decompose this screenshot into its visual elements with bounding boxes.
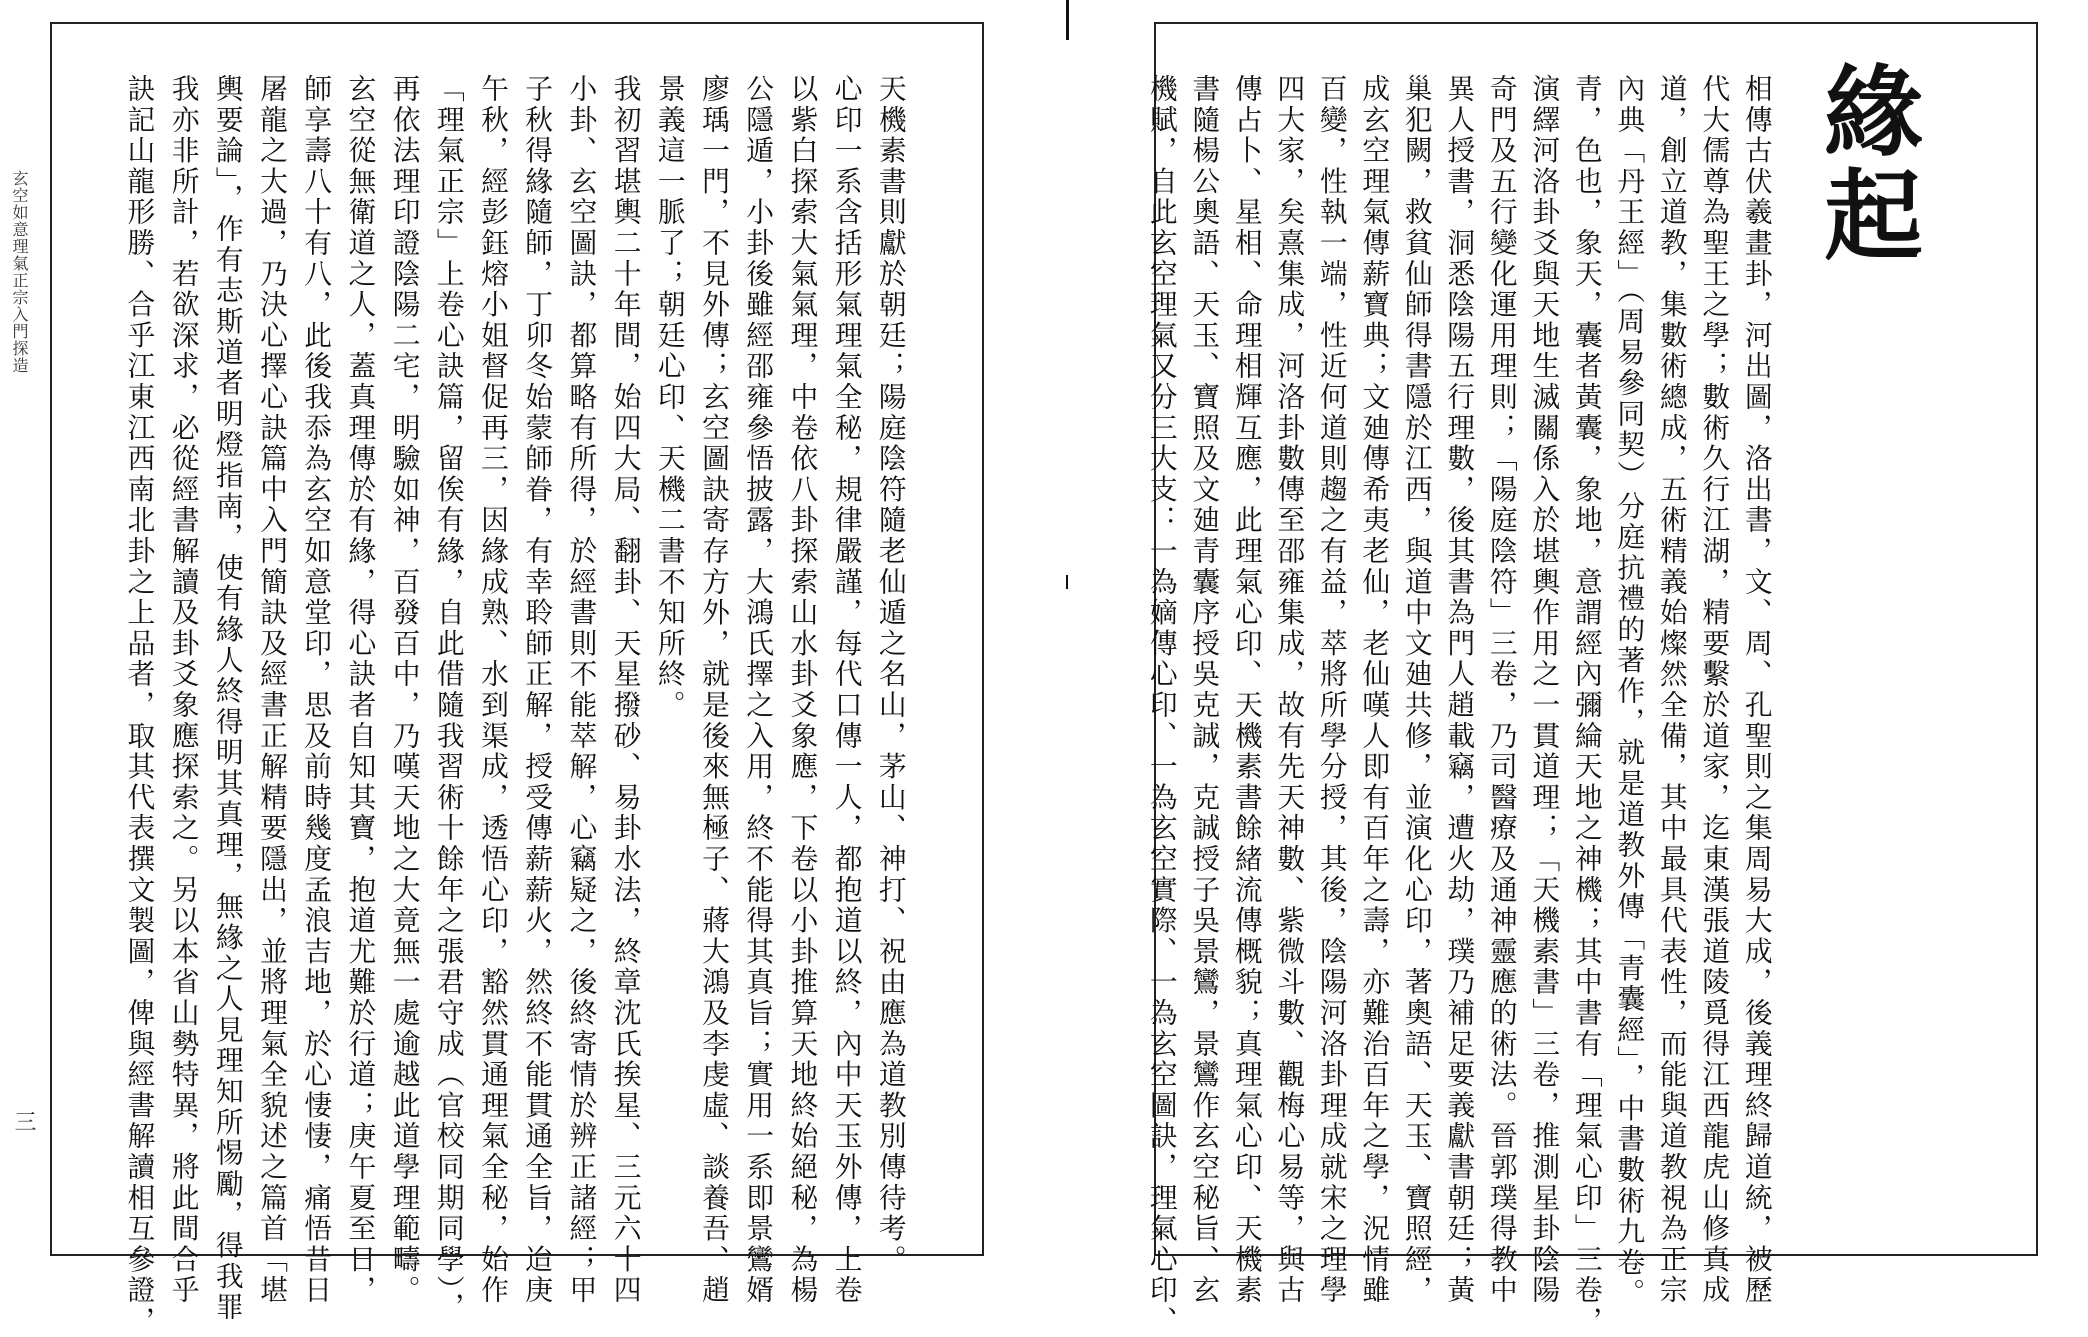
text-column: 小卦、玄空圖訣，都算略有所得，於經書則不能萃解，心竊疑之，後終寄情於辨正諸經；甲 bbox=[564, 74, 598, 1306]
text-column: 公隱遁，小卦後雖經邵雍參悟披露，大鴻氏擇之入用，終不能得其真旨；實用一系即景鸞婿 bbox=[741, 74, 775, 1306]
page-number: 三 bbox=[11, 1110, 36, 1132]
text-column: 四大家，矣熹集成，河洛卦數傳至邵雍集成，故有先天神數、紫微斗數、觀梅心易等，與古 bbox=[1272, 74, 1306, 1306]
text-column: 我亦非所計，若欲深求，必從經書解讀及卦爻象應探索之。另以本省山勢特異，將此間合乎 bbox=[166, 74, 200, 1306]
text-column: 訣記山龍形勝、合乎江東江西南北卦之上品者，取其代表撰文製圖，俾與經書解讀相互參證， bbox=[122, 74, 156, 1337]
text-column: 屠龍之大過，乃決心擇心訣篇中入門簡訣及經書正解精要隱出，並將理氣全貌述之篇首「堪 bbox=[254, 74, 288, 1306]
text-column: 演繹河洛卦爻與天地生滅關係入於堪輿作用之一貫道理；「天機素書」三卷，推測星卦陰陽 bbox=[1527, 74, 1561, 1306]
text-column: 奇門及五行變化運用理則；「陽庭陰符」三卷，乃司醫療及通神靈應的術法。晉郭璞得教中 bbox=[1484, 74, 1518, 1306]
text-column: 巢犯闕，救貧仙師得書隱於江西，與道中文廸共修，並演化心印，著奧語、天玉、寶照經， bbox=[1399, 74, 1433, 1306]
text-column: 景義這一脈了；朝廷心印、天機二書不知所終。 bbox=[652, 74, 686, 721]
running-header: 玄空如意理氣正宗入門探造 bbox=[10, 170, 29, 374]
text-column: 「理氣正宗」上卷心訣篇，留俟有緣，自此借隨我習術十餘年之張君守成（官校同期同學）， bbox=[431, 74, 465, 1323]
text-column: 書隨楊公奧語、天玉、寶照及文廸青囊序授吳克誠，克誠授子吳景鸞，景鸞作玄空秘旨、玄 bbox=[1187, 74, 1221, 1306]
text-column: 我初習堪輿二十年間，始四大局、翻卦、天星撥砂、易卦水法，終章沈氏挨星、三元六十四 bbox=[608, 74, 642, 1306]
text-column: 青，色也，象天，囊者黃囊，象地，意謂經內彌綸天地之神機；其中書有「理氣心印」三卷， bbox=[1569, 74, 1603, 1337]
text-column: 師享壽八十有八，此後我忝為玄空如意堂印，思及前時幾度孟浪吉地，於心悽悽，痛悟昔日 bbox=[299, 74, 333, 1306]
text-column: 天機素書則獻於朝廷；陽庭陰符隨老仙遁之名山，茅山、神打、祝由應為道教別傳待考。 bbox=[873, 74, 907, 1276]
text-column: 輿要論」，作有志斯道者明燈指南，使有緣人終得明其真理，無緣之人見理知所惕勵，得我罪 bbox=[210, 74, 244, 1323]
text-column: 玄空從無衛道之人，蓋真理傳於有緣，得心訣者自知其寶，抱道尤難於行道；庚午夏至日， bbox=[343, 74, 377, 1306]
text-column: 相傳古伏羲畫卦，河出圖，洛出書，文、周、孔聖則之集周易大成，後義理終歸道統，被歷 bbox=[1739, 74, 1773, 1306]
text-column: 以紫白探索大氣氣理，中卷依八卦探索山水卦爻象應，下卷以小卦推算天地終始絕秘，為楊 bbox=[785, 74, 819, 1306]
text-column: 內典「丹王經」（周易參同契）分庭抗禮的著作，就是道教外傳「青囊經」，中書數術九卷。 bbox=[1612, 74, 1646, 1309]
text-column: 再依法理印證陰陽二宅，明驗如神，百發百中，乃嘆天地之大竟無一處逾越此道學理範疇。 bbox=[387, 74, 421, 1306]
text-column: 廖瑀一門，不見外傳；玄空圖訣寄存方外，就是後來無極子、蔣大鴻及李虔虛、談養吾、趙 bbox=[696, 74, 730, 1306]
text-column: 傳占卜、星相、命理相輝互應，此理氣心印、天機素書餘緒流傳概貌；真理氣心印、天機素 bbox=[1229, 74, 1263, 1306]
right-page bbox=[1044, 0, 2088, 1337]
text-column: 午秋，經彭鈺熔小姐督促再三，因緣成熟、水到渠成，透悟心印，豁然貫通理氣全秘，始作 bbox=[475, 74, 509, 1306]
chapter-heading: 緣起 bbox=[1808, 60, 1923, 268]
text-column: 百變，性執一端，性近何道則趨之有益，萃將所學分授，其後，陰陽河洛卦理成就宋之理學 bbox=[1314, 74, 1348, 1306]
text-column: 異人授書，洞悉陰陽五行理數，後其書為門人趙載竊，遭火劫，璞乃補足要義獻書朝廷；黃 bbox=[1442, 74, 1476, 1306]
text-column: 心印一系含括形氣理氣全秘，規律嚴謹，每代口傳一人，都抱道以終，內中天玉外傳，上卷 bbox=[829, 74, 863, 1306]
text-column: 機賦，自此玄空理氣又分三大支：一為嫡傳心印、一為玄空實際、一為玄空圖訣，理氣心印、 bbox=[1144, 74, 1178, 1337]
text-column: 成玄空理氣傳薪寶典；文廸傳希夷老仙，老仙嘆人即有百年之壽，亦難治百年之學，況情雖 bbox=[1357, 74, 1391, 1306]
text-column: 子秋得緣隨師，丁卯冬始蒙師眷，有幸聆師正解，授受傳薪薪火，然終不能貫通全旨，迨庚 bbox=[520, 74, 554, 1306]
text-column: 道，創立道教，集數術總成，五術精義始燦然全備，其中最具代表性，而能與道教視為正宗 bbox=[1654, 74, 1688, 1306]
text-column: 代大儒尊為聖王之學；數術久行江湖，精要繫於道家，迄東漢張道陵覓得江西龍虎山修真成 bbox=[1697, 74, 1731, 1306]
